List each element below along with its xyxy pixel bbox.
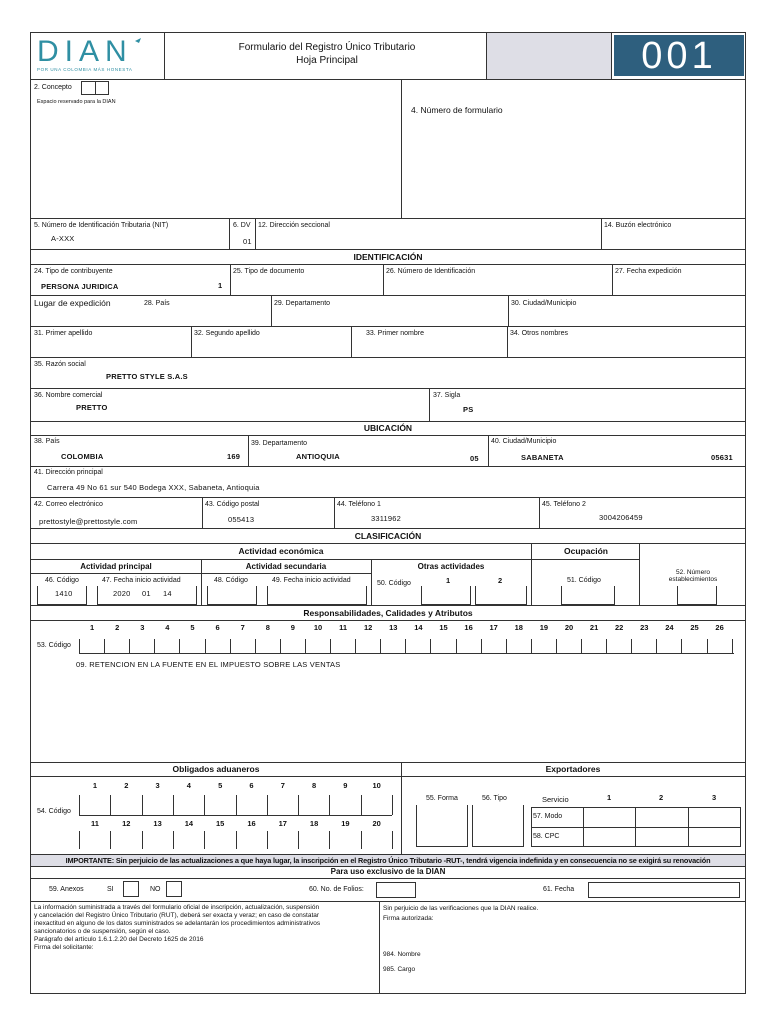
folios-label: 60. No. de Folios:: [309, 886, 364, 893]
anexos-si-box[interactable]: [123, 881, 139, 897]
responsabilidad-number: 5: [190, 623, 195, 632]
exportadores-col2: 2: [659, 793, 664, 802]
responsabilidad-code-box[interactable]: [581, 639, 582, 653]
otras-actividades-title: Otras actividades: [417, 562, 485, 571]
firma-autorizada-label: Firma autorizada:: [383, 915, 434, 922]
responsabilidad-number: 12: [364, 623, 373, 632]
responsabilidad-number: 16: [464, 623, 473, 632]
aduanero-code-box[interactable]: [142, 831, 143, 849]
telefono1-label: 44. Teléfono 1: [337, 501, 381, 508]
responsabilidad-number: 19: [539, 623, 549, 632]
responsabilidad-number: 20: [564, 623, 574, 632]
razon-social-label: 35. Razón social: [34, 361, 86, 368]
exportadores-col1: 1: [607, 793, 612, 802]
aduanero-code-box[interactable]: [79, 831, 80, 849]
forma-label: 55. Forma: [426, 795, 458, 802]
num52-label: [643, 569, 743, 583]
aduanero-number: 12: [122, 819, 131, 828]
cargo-985-label: 985. Cargo: [383, 966, 416, 973]
dian-logo: [35, 37, 159, 77]
uso-dian-title: Para uso exclusivo de la DIAN: [330, 867, 446, 876]
nit-label: 5. Número de Identificación Tributaria (NIT): [34, 222, 169, 229]
buzon-label: 14. Buzón electrónico: [604, 222, 672, 229]
modo-label: 57. Modo: [533, 813, 563, 820]
tipo-contribuyente-code: 1: [218, 281, 223, 290]
responsabilidad-code-box[interactable]: [230, 639, 231, 653]
rut-form: [30, 32, 746, 994]
nombre-comercial-value: PRETTO: [76, 403, 108, 412]
nombre-comercial-label: 36. Nombre comercial: [34, 392, 103, 399]
responsabilidad-number: 10: [313, 623, 323, 632]
footer-legal-text: [34, 904, 374, 952]
aduanero-number: 20: [372, 819, 381, 828]
fecha49-box[interactable]: [267, 586, 367, 605]
responsabilidad-code-box[interactable]: [481, 639, 482, 653]
responsabilidad-code-box[interactable]: [506, 639, 507, 653]
tipo-label: 56. Tipo: [482, 795, 507, 802]
responsabilidad-number: 7: [240, 623, 245, 632]
responsabilidad-number: 21: [589, 623, 599, 632]
ciudad-40-code: 05631: [711, 453, 733, 462]
codigo53-label: 53. Código: [37, 642, 71, 649]
telefono2-label: 45. Teléfono 2: [542, 501, 586, 508]
codigo54-label: 54. Código: [37, 808, 71, 815]
aduanero-row-line: [79, 815, 392, 816]
lugar-expedicion-label: Lugar de expedición: [34, 298, 111, 308]
numero-formulario-label: 4. Número de formulario: [411, 105, 503, 115]
aduanero-number: 6: [249, 781, 254, 790]
num52-box[interactable]: [677, 586, 717, 605]
form-title-line1: Formulario del Registro Único Tributario: [238, 42, 416, 53]
responsabilidad-code-box[interactable]: [104, 639, 105, 653]
fecha47-day: 14: [163, 589, 172, 598]
footer-right: [383, 904, 538, 924]
responsabilidad-code-box[interactable]: [430, 639, 431, 653]
aduanero-number: 8: [312, 781, 317, 790]
dian-logo-mark: [35, 37, 159, 65]
ocupacion-title: Ocupación: [564, 546, 608, 556]
forma-box[interactable]: [416, 805, 468, 847]
otros-nombres-label: 34. Otros nombres: [510, 330, 568, 337]
segundo-apellido-label: 32. Segundo apellido: [194, 330, 260, 337]
telefono1-value: 3311962: [371, 514, 402, 523]
aduanero-code-box[interactable]: [79, 795, 80, 815]
exportadores-title: Exportadores: [545, 764, 601, 774]
direccion-principal-label: 41. Dirección principal: [34, 469, 103, 476]
actividad-principal-title: Actividad principal: [80, 562, 152, 571]
departamento-39-label: 39. Departamento: [251, 440, 308, 447]
ciudad-40-value: SABANETA: [521, 453, 564, 462]
aduanero-code-box[interactable]: [298, 831, 299, 849]
fecha47-label: 47. Fecha inicio actividad: [102, 577, 181, 584]
tipo-box[interactable]: [472, 805, 524, 847]
aduanero-number: 1: [92, 781, 98, 790]
aduanero-code-box[interactable]: [204, 831, 205, 849]
cpc-label: 58. CPC: [533, 833, 560, 840]
otras-code2-box[interactable]: [475, 586, 527, 605]
footer-line5: Parágrafo del artículo 1.6.1.2.20 del Decreto 1625 de 2016: [34, 936, 204, 943]
actividad-secundaria-title: Actividad secundaria: [245, 562, 327, 571]
otras-col2: 2: [498, 576, 503, 585]
responsabilidad-code-box[interactable]: [405, 639, 406, 653]
aduanero-code-box[interactable]: [298, 795, 299, 815]
footer-line2: y cancelación del Registro Único Tributario (RUT), deberá ser exacta y veraz; en caso de constatar: [34, 912, 320, 919]
footer-line3: inexactitud en alguno de los datos suministrados se adelantarán los procedimientos administrativos: [34, 920, 321, 927]
responsabilidad-code-box[interactable]: [305, 639, 306, 653]
responsabilidad-number: 17: [489, 623, 498, 632]
codigo48-box[interactable]: [207, 586, 257, 605]
codigo50-label: 50. Código: [377, 580, 411, 587]
pais-38-code: 169: [227, 452, 241, 461]
responsabilidad-number: 13: [389, 623, 398, 632]
responsabilidad-code-box[interactable]: [606, 639, 607, 653]
responsabilidad-code-box[interactable]: [380, 639, 381, 653]
primer-nombre-label: 33. Primer nombre: [366, 330, 424, 337]
fecha-expedicion-label: 27. Fecha expedición: [615, 268, 682, 275]
servicio-label: Servicio: [542, 795, 569, 804]
tipo-contribuyente-value: PERSONA JURIDICA: [41, 282, 119, 291]
aduanero-number: 4: [186, 781, 191, 790]
reservado-label: Espacio reservado para la DIAN: [37, 99, 116, 105]
codigo51-box[interactable]: [561, 586, 615, 605]
dian-logo-text: DIAN: [37, 37, 133, 65]
aduanero-code-box[interactable]: [142, 795, 143, 815]
primer-apellido-label: 31. Primer apellido: [34, 330, 93, 337]
footer-right-line1: Sin perjuicio de las verificaciones que la DIAN realice.: [383, 905, 539, 912]
num52-label-line1: 52. Número: [676, 569, 710, 576]
aduanero-code-box[interactable]: [110, 795, 111, 815]
header-gray-area: [487, 33, 611, 79]
razon-social-value: PRETTO STYLE S.A.S: [106, 372, 188, 381]
responsabilidades-title: Responsabilidades, Calidades y Atributos: [303, 608, 473, 618]
responsabilidad-number: 1: [90, 623, 95, 632]
departamento-39-value: ANTIOQUIA: [296, 452, 340, 461]
form-title: [164, 41, 490, 67]
actividad-economica-title: Actividad económica: [238, 546, 324, 556]
aduanero-code-box[interactable]: [236, 795, 237, 815]
fecha49-label: 49. Fecha inicio actividad: [272, 577, 351, 584]
aduanero-number: 17: [278, 819, 287, 828]
aduanero-code-box[interactable]: [173, 831, 174, 849]
aduanero-code-box[interactable]: [361, 831, 362, 849]
responsabilidad-number: 25: [690, 623, 699, 632]
footer-line4: sancionatorios o de suspensión, según el caso.: [34, 928, 171, 935]
departamento-39-code: 05: [470, 454, 479, 463]
direccion-principal-value: Carrera 49 No 61 sur 540 Bodega XXX, Sabaneta, Antioquia: [47, 483, 260, 492]
responsabilidad-code-box[interactable]: [681, 639, 682, 653]
nit-value: A-XXX: [51, 234, 75, 243]
responsabilidad-number: 18: [514, 623, 523, 632]
dv-value: 01: [243, 237, 252, 246]
responsabilidad-number: 14: [414, 623, 423, 632]
aduanero-number: 16: [247, 819, 256, 828]
responsabilidad-code-box[interactable]: [531, 639, 532, 653]
codigo-postal-value: 055413: [228, 515, 255, 524]
no-label: NO: [150, 886, 161, 893]
direccion-seccional-label: 12. Dirección seccional: [258, 222, 330, 229]
responsabilidad-code-box[interactable]: [129, 639, 130, 653]
aduanero-code-box[interactable]: [173, 795, 174, 815]
aduanero-number: 10: [372, 781, 381, 790]
responsabilidad-code-box[interactable]: [154, 639, 155, 653]
responsabilidad-number: 22: [615, 623, 624, 632]
responsabilidad-code-box[interactable]: [330, 639, 331, 653]
responsabilidad-code-box[interactable]: [707, 639, 708, 653]
responsabilidad-code-box[interactable]: [255, 639, 256, 653]
identificacion-title: IDENTIFICACIÓN: [353, 252, 423, 262]
responsabilidad-number: 2: [115, 623, 120, 632]
codigo-postal-label: 43. Código postal: [205, 501, 260, 508]
num52-label-line2: establecimientos: [668, 576, 718, 583]
nombre-984-label: 984. Nombre: [383, 951, 421, 958]
ubicacion-title: UBICACIÓN: [363, 423, 413, 433]
responsabilidad-number: 4: [165, 623, 170, 632]
sigla-label: 37. Sigla: [433, 392, 461, 399]
aduanero-number: 19: [341, 819, 350, 828]
aduanero-code-box[interactable]: [204, 795, 205, 815]
numero-identificacion-label: 26. Número de Identificación: [386, 268, 476, 275]
firma-solicitante-label: Firma del solicitante:: [34, 944, 94, 951]
fecha-61-label: 61. Fecha: [543, 886, 575, 893]
responsabilidad-code-box[interactable]: [456, 639, 457, 653]
aduanero-code-box[interactable]: [329, 831, 330, 849]
sigla-value: PS: [463, 405, 474, 414]
aduanero-code-box[interactable]: [392, 795, 393, 815]
footer-line1: La información suministrada a través del formulario oficial de inscripción, actualización, suspensión: [34, 904, 320, 911]
aduanero-number: 7: [280, 781, 285, 790]
ciudad-40-label: 40. Ciudad/Municipio: [491, 438, 557, 445]
telefono2-value: 3004206459: [599, 513, 643, 522]
aduanero-code-box[interactable]: [110, 831, 111, 849]
responsabilidad-number: 6: [215, 623, 220, 632]
logo-tagline: POR UNA COLOMBIA MÁS HONESTA: [37, 67, 133, 72]
ciudad-30-label: 30. Ciudad/Municipio: [511, 300, 577, 307]
anexos-no-box[interactable]: [166, 881, 182, 897]
responsabilidad-code-box[interactable]: [732, 639, 733, 653]
responsabilidad-number: 26: [715, 623, 724, 632]
correo-label: 42. Correo electrónico: [34, 501, 103, 508]
responsabilidad-number: 24: [665, 623, 674, 632]
codigo51-label: 51. Código: [567, 577, 601, 584]
tipo-documento-label: 25. Tipo de documento: [233, 268, 305, 275]
departamento-29-label: 29. Departamento: [274, 300, 331, 307]
aduanero-code-box[interactable]: [267, 795, 268, 815]
importante-text: IMPORTANTE: Sin perjuicio de las actualizaciones a que haya lugar, la inscripción en el Registro Único Tributario -RUT-, tendrá vigencia indefinida y en consecuencia no se exigirá su renovación: [65, 856, 711, 865]
aduanero-number: 18: [309, 819, 319, 828]
form-title-line2: Hoja Principal: [296, 55, 358, 66]
pais-38-label: 38. País: [34, 438, 60, 445]
responsabilidad-number: 23: [640, 623, 649, 632]
clasificacion-title: CLASIFICACIÓN: [354, 531, 422, 541]
aduanero-number: 11: [91, 819, 99, 828]
codigo46-label: 46. Código: [45, 577, 79, 584]
aduaneros-title: Obligados aduaneros: [172, 764, 260, 774]
pais-28-label: 28. País: [144, 300, 170, 307]
responsabilidad-number: 8: [265, 623, 270, 632]
aduanero-number: 5: [218, 781, 223, 790]
responsabilidad-number: 15: [439, 623, 448, 632]
aduanero-code-box[interactable]: [392, 831, 393, 849]
responsabilidad-code-box[interactable]: [79, 639, 80, 653]
fecha47-year: 2020: [113, 589, 131, 598]
dv-label: 6. DV: [233, 222, 251, 229]
aduanero-number: 15: [216, 819, 225, 828]
responsabilidad-code-box[interactable]: [556, 639, 557, 653]
form-code-box: [614, 35, 744, 76]
aduanero-code-box[interactable]: [267, 831, 268, 849]
aduanero-number: 2: [124, 781, 129, 790]
otras-col1: 1: [446, 576, 451, 585]
form-code: 001: [641, 35, 717, 77]
responsabilidad-code-box[interactable]: [179, 639, 180, 653]
responsabilidad-code-box[interactable]: [631, 639, 632, 653]
folios-box[interactable]: [376, 882, 416, 898]
codigo48-label: 48. Código: [214, 577, 248, 584]
anexos-label: 59. Anexos: [49, 886, 84, 893]
tipo-contribuyente-label: 24. Tipo de contribuyente: [34, 268, 113, 275]
responsabilidad-code-box[interactable]: [280, 639, 281, 653]
responsabilidad-number: 9: [290, 623, 295, 632]
responsabilidad-number: 3: [140, 623, 145, 632]
responsabilidad-entry: 09. RETENCION EN LA FUENTE EN EL IMPUESTO SOBRE LAS VENTAS: [76, 660, 341, 669]
fecha-61-box[interactable]: [588, 882, 740, 898]
correo-value: prettostyle@prettostyle.com: [39, 517, 138, 526]
aduanero-code-box[interactable]: [236, 831, 237, 849]
aduanero-code-box[interactable]: [361, 795, 362, 815]
si-label: SI: [107, 886, 114, 893]
aduanero-number: 3: [155, 781, 160, 790]
responsabilidad-number: 11: [339, 623, 348, 632]
responsabilidad-code-box[interactable]: [205, 639, 206, 653]
responsabilidad-code-box[interactable]: [656, 639, 657, 653]
aduanero-number: 14: [184, 819, 194, 828]
responsabilidad-code-box[interactable]: [355, 639, 356, 653]
concepto-label: 2. Concepto: [34, 84, 72, 91]
aduanero-code-box[interactable]: [329, 795, 330, 815]
aduanero-number: 13: [153, 819, 162, 828]
fecha47-month: 01: [142, 589, 151, 598]
aduanero-number: 9: [343, 781, 348, 790]
codigo46-value: 1410: [55, 589, 73, 598]
pais-38-value: COLOMBIA: [61, 452, 104, 461]
otras-code1-box[interactable]: [421, 586, 471, 605]
exportadores-col3: 3: [712, 793, 717, 802]
